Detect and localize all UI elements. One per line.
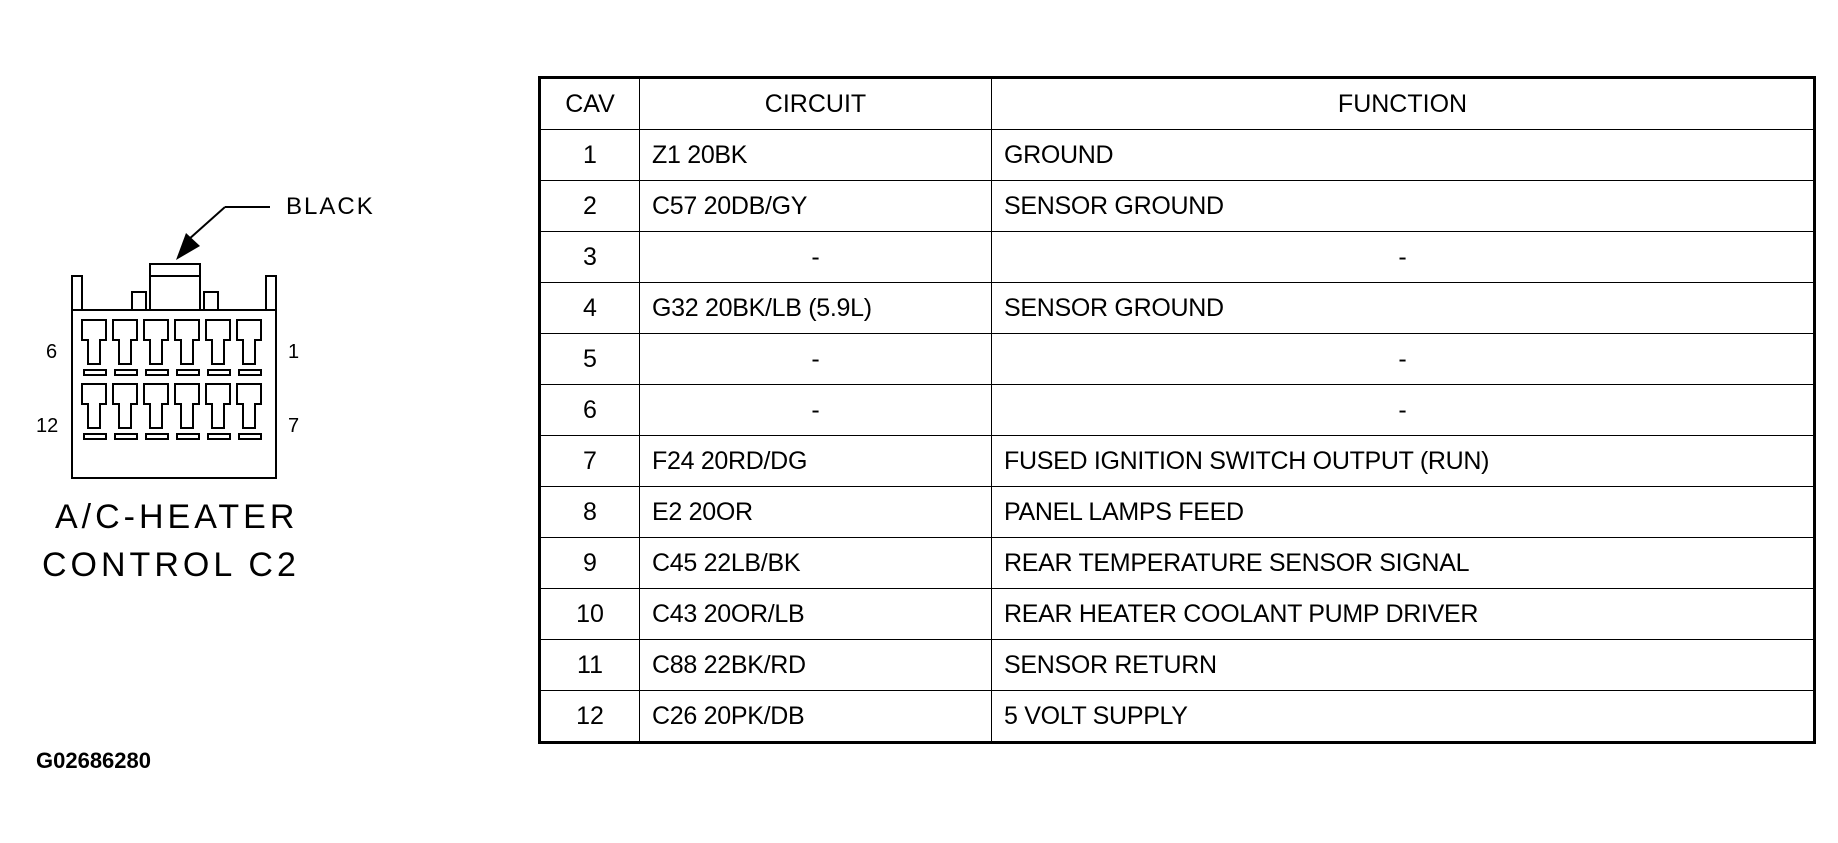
function-cell: -	[992, 334, 1815, 385]
table-row	[540, 589, 1815, 640]
header-cav: CAV	[540, 78, 640, 130]
table-row	[540, 232, 1815, 283]
table-row	[540, 487, 1815, 538]
table-row	[540, 130, 1815, 181]
black-callout	[176, 207, 270, 260]
cav-cell: 11	[540, 640, 640, 691]
circuit-cell: C26 20PK/DB	[640, 691, 992, 743]
cav-cell: 6	[540, 385, 640, 436]
function-cell: REAR HEATER COOLANT PUMP DRIVER	[992, 589, 1815, 640]
function-cell: FUSED IGNITION SWITCH OUTPUT (RUN)	[992, 436, 1815, 487]
function-cell: SENSOR GROUND	[992, 283, 1815, 334]
circuit-cell: E2 20OR	[640, 487, 992, 538]
function-cell: 5 VOLT SUPPLY	[992, 691, 1815, 743]
circuit-cell: C57 20DB/GY	[640, 181, 992, 232]
cav-cell: 10	[540, 589, 640, 640]
circuit-cell: Z1 20BK	[640, 130, 992, 181]
table-row	[540, 283, 1815, 334]
circuit-cell: F24 20RD/DG	[640, 436, 992, 487]
pin-table	[538, 76, 1816, 744]
header-circuit: CIRCUIT	[640, 78, 992, 130]
connector-diagram	[0, 0, 420, 620]
connector-name-line1: A/C-HEATER	[55, 498, 299, 536]
function-cell: -	[992, 385, 1815, 436]
cav-cell: 12	[540, 691, 640, 743]
table-row	[540, 436, 1815, 487]
table-row	[540, 181, 1815, 232]
function-cell: SENSOR RETURN	[992, 640, 1815, 691]
terminal-row-bottom	[82, 384, 261, 439]
cav-cell: 5	[540, 334, 640, 385]
circuit-cell: G32 20BK/LB (5.9L)	[640, 283, 992, 334]
pin-label-6: 6	[46, 341, 58, 363]
circuit-cell: C88 22BK/RD	[640, 640, 992, 691]
table-header-row	[540, 78, 1815, 130]
cav-cell: 7	[540, 436, 640, 487]
cav-cell: 4	[540, 283, 640, 334]
table-row	[540, 538, 1815, 589]
cav-cell: 1	[540, 130, 640, 181]
circuit-cell: -	[640, 385, 992, 436]
function-cell: REAR TEMPERATURE SENSOR SIGNAL	[992, 538, 1815, 589]
figure-id: G02686280	[36, 748, 151, 773]
function-cell: SENSOR GROUND	[992, 181, 1815, 232]
connector-name-line2: CONTROL C2	[42, 546, 300, 584]
terminal-row-top	[82, 320, 261, 375]
table-row	[540, 334, 1815, 385]
cav-cell: 2	[540, 181, 640, 232]
cav-cell: 9	[540, 538, 640, 589]
circuit-cell: C45 22LB/BK	[640, 538, 992, 589]
function-cell: -	[992, 232, 1815, 283]
circuit-cell: C43 20OR/LB	[640, 589, 992, 640]
table-row	[540, 640, 1815, 691]
table-row	[540, 691, 1815, 743]
pin-label-1: 1	[288, 341, 300, 363]
circuit-cell: -	[640, 334, 992, 385]
table-row	[540, 385, 1815, 436]
function-cell: GROUND	[992, 130, 1815, 181]
cav-cell: 3	[540, 232, 640, 283]
function-cell: PANEL LAMPS FEED	[992, 487, 1815, 538]
connector-color-label: BLACK	[286, 193, 375, 220]
pin-label-7: 7	[288, 415, 300, 437]
header-function: FUNCTION	[992, 78, 1815, 130]
pin-label-12: 12	[36, 415, 59, 437]
circuit-cell: -	[640, 232, 992, 283]
cav-cell: 8	[540, 487, 640, 538]
